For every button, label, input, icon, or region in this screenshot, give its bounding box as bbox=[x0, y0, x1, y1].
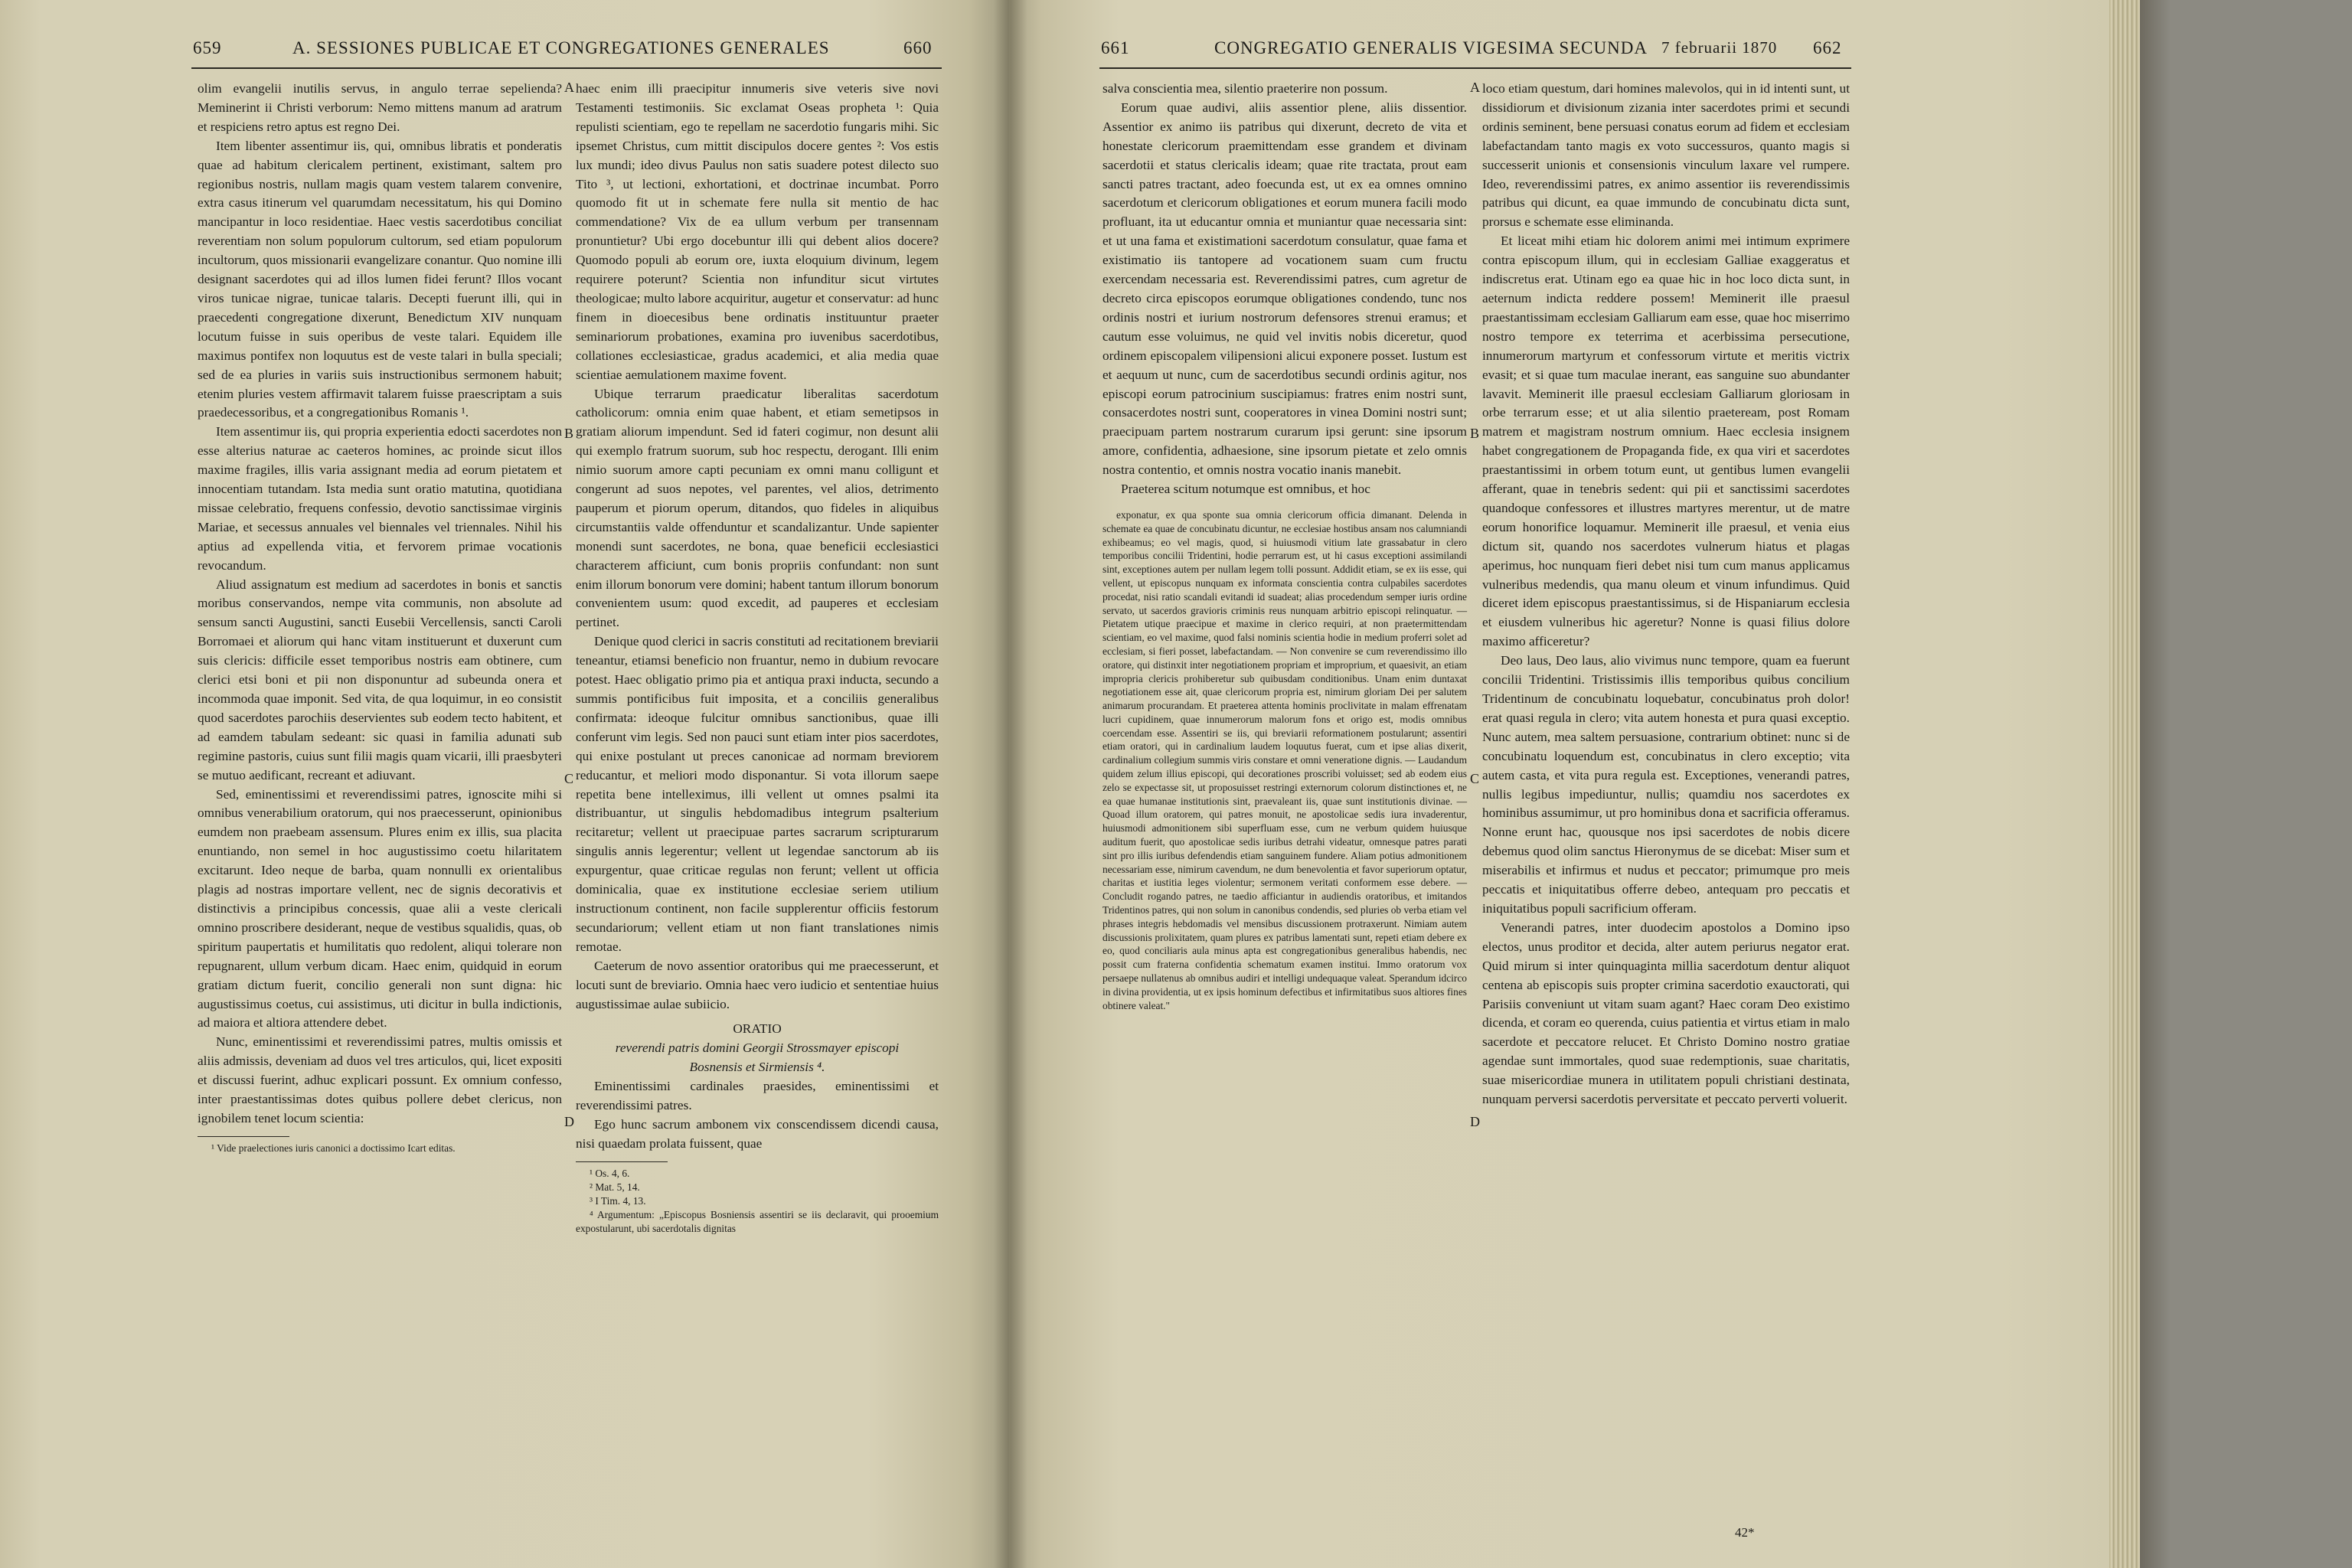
margin-marker: D bbox=[1470, 1114, 1480, 1129]
footnote-rule bbox=[198, 1136, 289, 1137]
running-head-right bbox=[1009, 38, 2109, 63]
paragraph: Sed, eminentissimi et reverendissimi patres, ignoscite mihi si omnibus venerabilium oratorum, qui nos praecesserunt, opinionibus eumdem non praebeam assensum. Plures enim ex illis, sua placita enuntiando, non semel in hoc augustissimo coetu hilaritatem excitarunt. Ideo neque de barba, quam nonnulli ex orientalibus plagis ad nostras importare vellent, nec de signis decorativis et distinctivis a principibus concessis, quae alii a veste clericali omnino proscribere desiderant, neque de vestibus squalidis, quas, ob spiritum paupertatis et humilitatis quo redolent, aliqui tolerare non repugnarent, ullum verbum dicam. Haec enim, quidquid in eorum gratiam dictum fuerit, concilio generali non sunt digna: hic augustissimus coetus, cui assistimus, uti dicitur in bulla indictionis, ad maiora et altiora attendere debet. bbox=[198, 786, 562, 1031]
footnote: ² Mat. 5, 14. bbox=[590, 1181, 640, 1193]
left-page bbox=[0, 0, 1009, 1568]
margin-marker: C bbox=[1470, 771, 1480, 786]
page-number: 659 bbox=[193, 38, 222, 57]
paragraph: Et liceat mihi etiam hic dolorem animi mei intimum exprimere contra episcopum illum, qui in ecclesiam Galliae exaggeratus et indiscretus erat. Utinam ego ea quae hic in hoc loco dicta sunt, in aeternum indicta reddere possem! Meminerit ille praesul praestantissimam ecclesiam Galliarum eam esse, quae hoc miserrimo nostro tempore ex teterrima et acerbissima persecutione, innumerorum martyrum et confessorum virtute et meritis victrix evasit; et si quae tum maculae inerant, eas sanguine suo abundanter lavavit. Meminerit ille praesul ecclesiam Galliarum gloriosam in orbe terrarum esse; et ut alia silentio praeteream, post Romam matrem et magistram nostrum omnium. Haec ecclesia insignem habet congregationem de Propaganda fide, ex qua viri et sacerdotes praestantissimi in orbem totum eunt, ut gentibus lumen evangelii afferant, quae in tenebris sedent: qui pii et sanctissimi sacerdotes quandoque confessores et illustres martyres merentur, ut de matre eorum honorifice loquamur. Meminerit ille praesul, et venia eius dictum sit, quando nos sacerdotes vulnerum hiatus et plagas aperimus, hoc nunquam fieri debet nisi tum cum manus applicamus vulneribus medendis, qua manu oleum et vinum infundimus. Quid diceret idem episcopus praestantissimus, si de Hispaniarum ecclesia et eiusdem vulneribus hic ageretur? Nonne is quasi filius dolore maximo afficeretur? bbox=[1482, 234, 1850, 649]
paragraph: Aliud assignatum est medium ad sacerdotes in bonis et sanctis moribus conservandos, nempe vita communis, non absolute ad sensum sancti Augustini, sancti Eusebii Vercellensis, sancti Caroli Borromaei et aliorum qui hanc vitam instituerunt et duxerunt cum suis clericis: difficile esset temporibus nostris eam obtinere, cum clerici etsi boni et pii non disponuntur ad subeunda onera et incommoda quae imponit. Sed vita, de qua loquimur, in eo consistit quod sacerdotes parochiis deservientes sub eodem tecto habitent, et ad eamdem tabulam sedeant: sic quasi in familia adunati sub regimine pastoris, cuius sunt filii magis quam vicarii, illi praesbyteri se mutuo aedificant, recreant et adiuvant. bbox=[198, 577, 562, 782]
running-date: 7 februarii 1870 bbox=[1661, 38, 1778, 57]
text-column-1 bbox=[198, 80, 562, 1155]
margin-marker: B bbox=[1470, 426, 1480, 441]
margin-marker: D bbox=[564, 1114, 574, 1129]
paragraph: Eminentissimi cardinales praesides, eminentissimi et reverendissimi patres. bbox=[576, 1079, 939, 1113]
text-column-1 bbox=[1102, 80, 1467, 1017]
footnote: ¹ Os. 4, 6. bbox=[590, 1167, 630, 1179]
paragraph: Ubique terrarum praedicatur liberalitas sacerdotum catholicorum: omnia enim quae habent, et etiam semetipsos in gratiam aliorum impendunt. Sed id fateri cogimur, non desunt alii qui exemplo fratrum suorum, sub hoc respectu, derogant. Illi enim nimio suorum amore capti pecuniam ex omni manu colligunt et congerunt ad suos nepotes, vel parentes, vel alios, detrimento pauperum et piorum operum, ditandos, quo fideles in aliquibus circumstantiis valde offenduntur et scandalizantur. Unde sapienter monendi sunt sacerdotes, ne bona, quae beneficii ecclesiastici characterem afficiunt, cum bonis propriis confundant: non sunt enim illorum bonorum vere domini; habent tantum illorum bonorum convenientem usum: quod excedit, ad pauperes et ecclesiam pertinet. bbox=[576, 386, 939, 630]
page-number: 662 bbox=[1813, 38, 1842, 57]
footnote: ⁴ Argumentum: „Episcopus Bosniensis assentiri se iis declaravit, qui prooemium expostularunt, ubi sacerdotalis dignitas bbox=[576, 1208, 939, 1234]
margin-marker: B bbox=[564, 426, 574, 441]
margin-marker: C bbox=[564, 771, 574, 786]
paragraph: haec enim illi praecipitur innumeris sive veteris sive novi Testamenti testimoniis. Sic exclamat Oseas propheta ¹: Quia repulisti scientiam, ego te repellam ne sacerdotio fungaris mihi. Sic ipsemet Christus, cum mittit discipulos docere gentes ²: Vos estis lux mundi; ideo divus Paulus non satis suadere potest dilecto suo Tito ³, ut lectioni, exhortationi, et doctrinae incumbat. Porro quomodo fit ut in schemate fere nulla sit mentio de hac commendatione? Vix de ea ullum verbum per transennam pronuntietur? Ubi ergo docebuntur illi qui debent alios docere? Quomodo populi ab eorum ore, iuxta eloquium divinum, legem requirere poterunt? Scientia non infunditur sicut virtutes theologicae; multo labore acquiritur, augetur et conservatur: ad hunc finem in dioecesibus bene ordinatis instituuntur praeter seminariorum probationes, examina pro iuvenibus sacerdotibus, collationes ecclesiasticae, gradus academici, et alia media quae scientiae aemulationem maxime fovent. bbox=[576, 81, 939, 382]
book-cover-edge bbox=[2140, 0, 2171, 1568]
margin-marker: A bbox=[564, 80, 574, 95]
paragraph: salva conscientia mea, silentio praeterire non possum. bbox=[1102, 81, 1388, 96]
footnote-rule bbox=[576, 1161, 668, 1162]
section-subtitle: reverendi patris domini Georgii Strossmayer episcopi Bosnensis et Sirmiensis ⁴. bbox=[615, 1040, 900, 1075]
header-rule bbox=[191, 67, 942, 69]
section-heading: ORATIO bbox=[733, 1021, 782, 1037]
text-column-2 bbox=[576, 80, 939, 1236]
paragraph: olim evangelii inutilis servus, in angulo terrae sepelienda? Meminerint ii Christi verborum: Nemo mittens manum ad aratrum et respiciens retro aptus est regno Dei. bbox=[198, 81, 562, 134]
page-number: 661 bbox=[1101, 38, 1130, 57]
paragraph: Caeterum de novo assentior oratoribus qui me praecesserunt, et locuti sunt de breviario. Omnia haec vero iudicio et sententiae huius augustissimae aulae subiicio. bbox=[576, 958, 939, 1011]
paragraph: Nunc, eminentissimi et reverendissimi patres, multis omissis et aliis admissis, deveniam ad duos vel tres articulos, qui, licet expositi et discussi fuerint, adhuc explicari possunt. Ex omnium confesso, inter praestantissimas dotes quibus pollere debet clericus, non ignobilem tenet locum scientia: bbox=[198, 1034, 562, 1125]
margin-marker: A bbox=[1470, 80, 1480, 95]
page-number: 660 bbox=[903, 38, 933, 57]
footnote: ¹ Vide praelectiones iuris canonici a doctissimo Icart editas. bbox=[211, 1142, 456, 1154]
text-column-2 bbox=[1482, 80, 1850, 1109]
book-page-edges bbox=[2109, 0, 2140, 1568]
running-head-left bbox=[0, 38, 1009, 63]
signature-mark: 42* bbox=[1735, 1525, 1755, 1540]
book-gutter bbox=[994, 0, 1027, 1568]
paragraph: Venerandi patres, inter duodecim apostolos a Domino ipso electos, unus proditor et decida, alter autem periurus negator erat. Quid mirum si inter quinquaginta millia sacerdotum dentur aliquot centena ab episcopis suis propter crimina sacerdotio exauctorati, qui Parisiis conveniunt ut vitam suam agant? Haec coram Deo existimo dicenda, et coram eo querenda, cuius patientia et virtus etiam in malo sacerdote et peccatore relucet. Et Christo Domino nostro gratiae agendae sunt immortales, quod suae redemptionis, suae charitatis, suae misericordiae munera in utilitatem populi christiani destinata, nunquam perversi sacerdotis perversitate et peccato perverti voluerit. bbox=[1482, 920, 1850, 1107]
paragraph: Praeterea scitum notumque est omnibus, et hoc bbox=[1121, 482, 1370, 497]
running-title: A. SESSIONES PUBLICAE ET CONGREGATIONES GENERALES bbox=[292, 38, 830, 57]
right-page bbox=[1009, 0, 2109, 1568]
footnote-continuation: exponatur, ex qua sponte sua omnia clericorum officia dimanant. Delenda in schemate ea quae de concubinatu dicuntur, ne ecclesiae hostibus ansam nos calumniandi exhibeamus; eo vel magis, quod, si huiusmodi vitium late grassabatur in clero temporibus concilii Tridentini, hodie perrarum est, ut hi casus exceptioni assimilandi sint, exceptiones autem per nullam legem tolli possunt. Addidit etiam, se ex iis esse, qui vellent, ut episcopus nunquam ex informata conscientia contra culpabiles sacerdotes procedat, nisi ratio scandali evitandi id suadeat; alias procedendum semper iuris ordine servato, ut sacerdos gravioris criminis reus nunquam arbitrio episcopi relinquatur. — Pietatem utique praecipue et maxime in clerico requiri, at non praetermittendam scientiam, eo vel maxime, quod falsi nominis scientia hodie in medium proferri solet ad ecclesiam, si fieri posset, labefactandam. — Non convenire se cum reverendissimo illo oratore, qui distinxit inter negotiationem propriam et improprium, et quaesivit, an etiam impropria clericis prohiberetur sub quibusdam conditionibus. Unam enim duntaxat negotiationem esse ait, quae clericorum propria est, nimirum gloriam Dei per salutem animarum procurandam. Et praeterea attenta hominis proclivitate in malam effrenatam lucri cupidinem, quae innumerorum malorum fons et origo est, modis omnibus coercendam esse. Assentiri se iis, qui breviarii reformationem postularunt; assentiri etiam oratori, qui in cardinalium laudem loquutus fuerat, cum et ipse alias dixerit, cardinalium collegium summis viris constare et omni veneratione dignis. — Laudandum quidem zelum illius episcopi, qui decorationes proscribi voluisset; sed ab eodem eius zelo se expectasse sit, ut proposuisset restringi externorum colorum distinctiones et, ne ea quae humanae institutionis sint, praevaleant iis, quae sunt institutionis divinae. — Quoad illum oratorem, qui patres monuit, ne apostolicae sedis iura invaderentur, huiusmodi admonitionem sibi superfluam esse, cum ne verbum quidem huiusque auditum fuerit, quo apostolicae sedis iuribus detrahi videatur, omnesque patres parati sint pro illis iuribus defendendis etiam sanguinem fundere. Aliam potius admonitionem necessariam esse, nimirum cavendum, ne dum benevolentia et favor superiorum optatur, charitas et iustitia leges violentur; sermonem veritati conformem esse debere. — Concludit rogando patres, ne taedio afficiantur in audiendis oratoribus, et imitandos Tridentinos patres, qui non solum in canonibus condendis, sed pluries ob verba etiam vel phrases integris hebdomadis vel mensibus discussionem protraxerunt. Nimiam autem discussionis prolixitatem, quam plures ex patribus lamentati sunt, repeti etiam debere ex eo, quod conciliaris aula minus apta est congregationibus generalibus habendis, nec possit cum fraterna confidentia schematum examen institui. Immo oratorum vox persaepe nullatenus ab omnibus audiri et intelligi undequaque valeat. Sperandum idcirco in divina providentia, ut ex ipsis hominum defectibus et infirmitatibus suos altiores fines obtinere valeat." bbox=[1102, 508, 1467, 1011]
footnote: ³ I Tim. 4, 13. bbox=[590, 1194, 646, 1207]
paragraph: Deo laus, Deo laus, alio vivimus nunc tempore, quam ea fuerunt concilii Tridentini. Tristissimis illis temporibus quibus concilium Tridentinum de concubinatu loquebatur, concubinatus proh dolor! erat quasi regula in clero; vita autem honesta et pura quasi exceptio. Nunc autem, mea saltem persuasione, contrarium obtinet: nunc si de concubinatu loquendum est, concubinatus in clero exceptio; vita autem casta, et vita pura regula est. Exceptiones, venerandi patres, nullis legibus impediuntur, nullis; quamdiu nos sacerdotes ex hominibus assumimur, ut pro hominibus dona et sacrificia offeramus. Nonne erunt hac, quousque nos ipsi sacerdotes de nobis dicere debemus quod olim sanctus Hieronymus de se dicebat: Miser sum et miserabilis et infirmus et nudus et peccator; primumque pro meis peccatis et iniquitatibus offerre debeo, antequam pro peccatis et iniquitatibus populi sacrificium offeram. bbox=[1482, 653, 1850, 916]
header-rule bbox=[1099, 67, 1851, 69]
paragraph: Item assentimur iis, qui propria experientia edocti sacerdotes non esse alterius naturae ac caeteros homines, ac proinde sicut illos maxime fragiles, illis varia assignant media ad eorum pietatem et innocentiam tutandam. Ista media sunt oratio matutina, quotidiana missae celebratio, frequens confessio, devotio sanctissimae virginis Mariae, et secessus annuales vel biennales vel triennales. Nihil his aptius ad expellenda vitia, et fervorem primae vocationis revocandum. bbox=[198, 424, 562, 573]
paragraph: Ego hunc sacrum ambonem vix conscendissem dicendi causa, nisi quaedam prolata fuissent, quae bbox=[576, 1116, 939, 1151]
paragraph: Eorum quae audivi, aliis assentior plene, aliis dissentior. Assentior ex animo iis patribus qui dixerunt, decreto de vita et honestate clericorum praemittendam esse grandem et divinam sacerdotii et status clericalis ideam; quae rite tractata, prout eam sancti patres tractant, adeo foecunda est, ut ex ea omnes omnino sacerdotum et clericorum obligationes et eorum munera facili modo profluant, ita ut educantur omnia et muniantur quae necessaria sint: et ut una fama et existimationi sacerdotum consulatur, quae fama et existimatio iis tantopere ad vocationem suam cum fructu exercendam necessaria est. Reverendissimi patres, cum agretur de decreto circa episcopos eorumque obligationes condendo, tunc nos ordinis nostri et iurium nostrorum defensores strenui eramus; et cautum esse voluimus, ne quid vel invitis nobis diceretur, quod ordinem episcopalem vilipensioni alicui exponere posset. Iustum est et aequum ut nunc, cum de sacerdotibus secundi ordinis agitur, nos episcopi eorum patrocinium suscipiamus: fratres enim nostri sunt, consacerdotes nostri sunt, cooperatores in vinea Domini nostri sunt; praecipuam partem nostrarum curarum ipsi gerunt: sine ipsorum amore, confidentia, adhaesione, sine ipsorum pietate et zelo omnis nostra contentio, et omnis nostra vocatio inanis manebit. bbox=[1102, 100, 1467, 478]
running-title: CONGREGATIO GENERALIS VIGESIMA SECUNDA bbox=[1214, 38, 1648, 57]
paragraph: Item libenter assentimur iis, qui, omnibus libratis et ponderatis quae ad habitum clericalem pertinent, existimant, saltem pro regionibus nostris, nullam magis quam vestem talarem convenire, extra casus itinerum vel quarumdam necessitatum, his qui Domino mancipantur in loco residentiae. Haec vestis sacerdotibus conciliat reverentiam non solum populorum cultorum, sed etiam populorum incultorum, quos missionarii evangelizare conantur. Quo nomine illi designant sacerdotes qui ad illos lumen fidei ferunt? Illos vocant viros tunicae nigrae, tunicae talaris. Decepti fuerunt illi, qui in praecedenti congregatione dixerunt, Benedictum XIV nunquam locutum fuisse in suis operibus de veste talari. Equidem ille maximus pontifex non loquutus est de veste talari in bulla speciali; sed de ea pluries in variis suis instructionibus sermonem habuit; etenim pluries vestem affirmavit talarem fuisse praescriptam a suis praedecessoribus, et a congregationibus Romanis ¹. bbox=[198, 138, 562, 420]
paragraph: Denique quod clerici in sacris constituti ad recitationem breviarii teneantur, etiamsi beneficio non fruantur, nemo in dubium revocare potest. Haec obligatio primo pia et antiqua praxi inducta, secundo a summis pontificibus fuit imposita, et a conciliis generalibus confirmata: ideoque fulcitur omnibus sanctionibus, quae illi conferunt vim legis. Sed non pauci sunt etiam inter pios sacerdotes, qui enixe postulant ut preces canonicae ad normam breviorem reducantur, et meliori modo disponantur. Si vota illorum saepe repetita bene intelleximus, illi vellent ut omnes psalmi ita distribuantur, ut singulis hebdomadibus integrum psalterium recitaretur; vellent ut praecipuae partes sacrarum scripturarum singulis annis legerentur; vellent ut legendae sanctorum ab iis expurgentur, quae criticae regulas non ferunt; vellent ut officia dominicalia, quae ex institutione ecclesiae seriem utilium instructionum continent, non facile supplerentur officiis festorum secundariorum; vellent etiam ut non fiant translationes nimis remotae. bbox=[576, 634, 939, 954]
paragraph: loco etiam questum, dari homines malevolos, qui in id intenti sunt, ut dissidiorum et divisionum zizania inter sacerdotes primi et secundi ordinis seminent, bene persuasi conatus eorum ad fidem et ecclesiam labefactandam tanto magis ex voto successuros, quanto magis si successerit unionis et consensionis vinculum laxare vel rumpere. Ideo, reverendissimi patres, ex animo assentior iis reverendissimis patribus qui dicunt, ea quae immundo de concubinatu dicta sunt, prorsus e schemate esse eliminanda. bbox=[1482, 81, 1850, 230]
